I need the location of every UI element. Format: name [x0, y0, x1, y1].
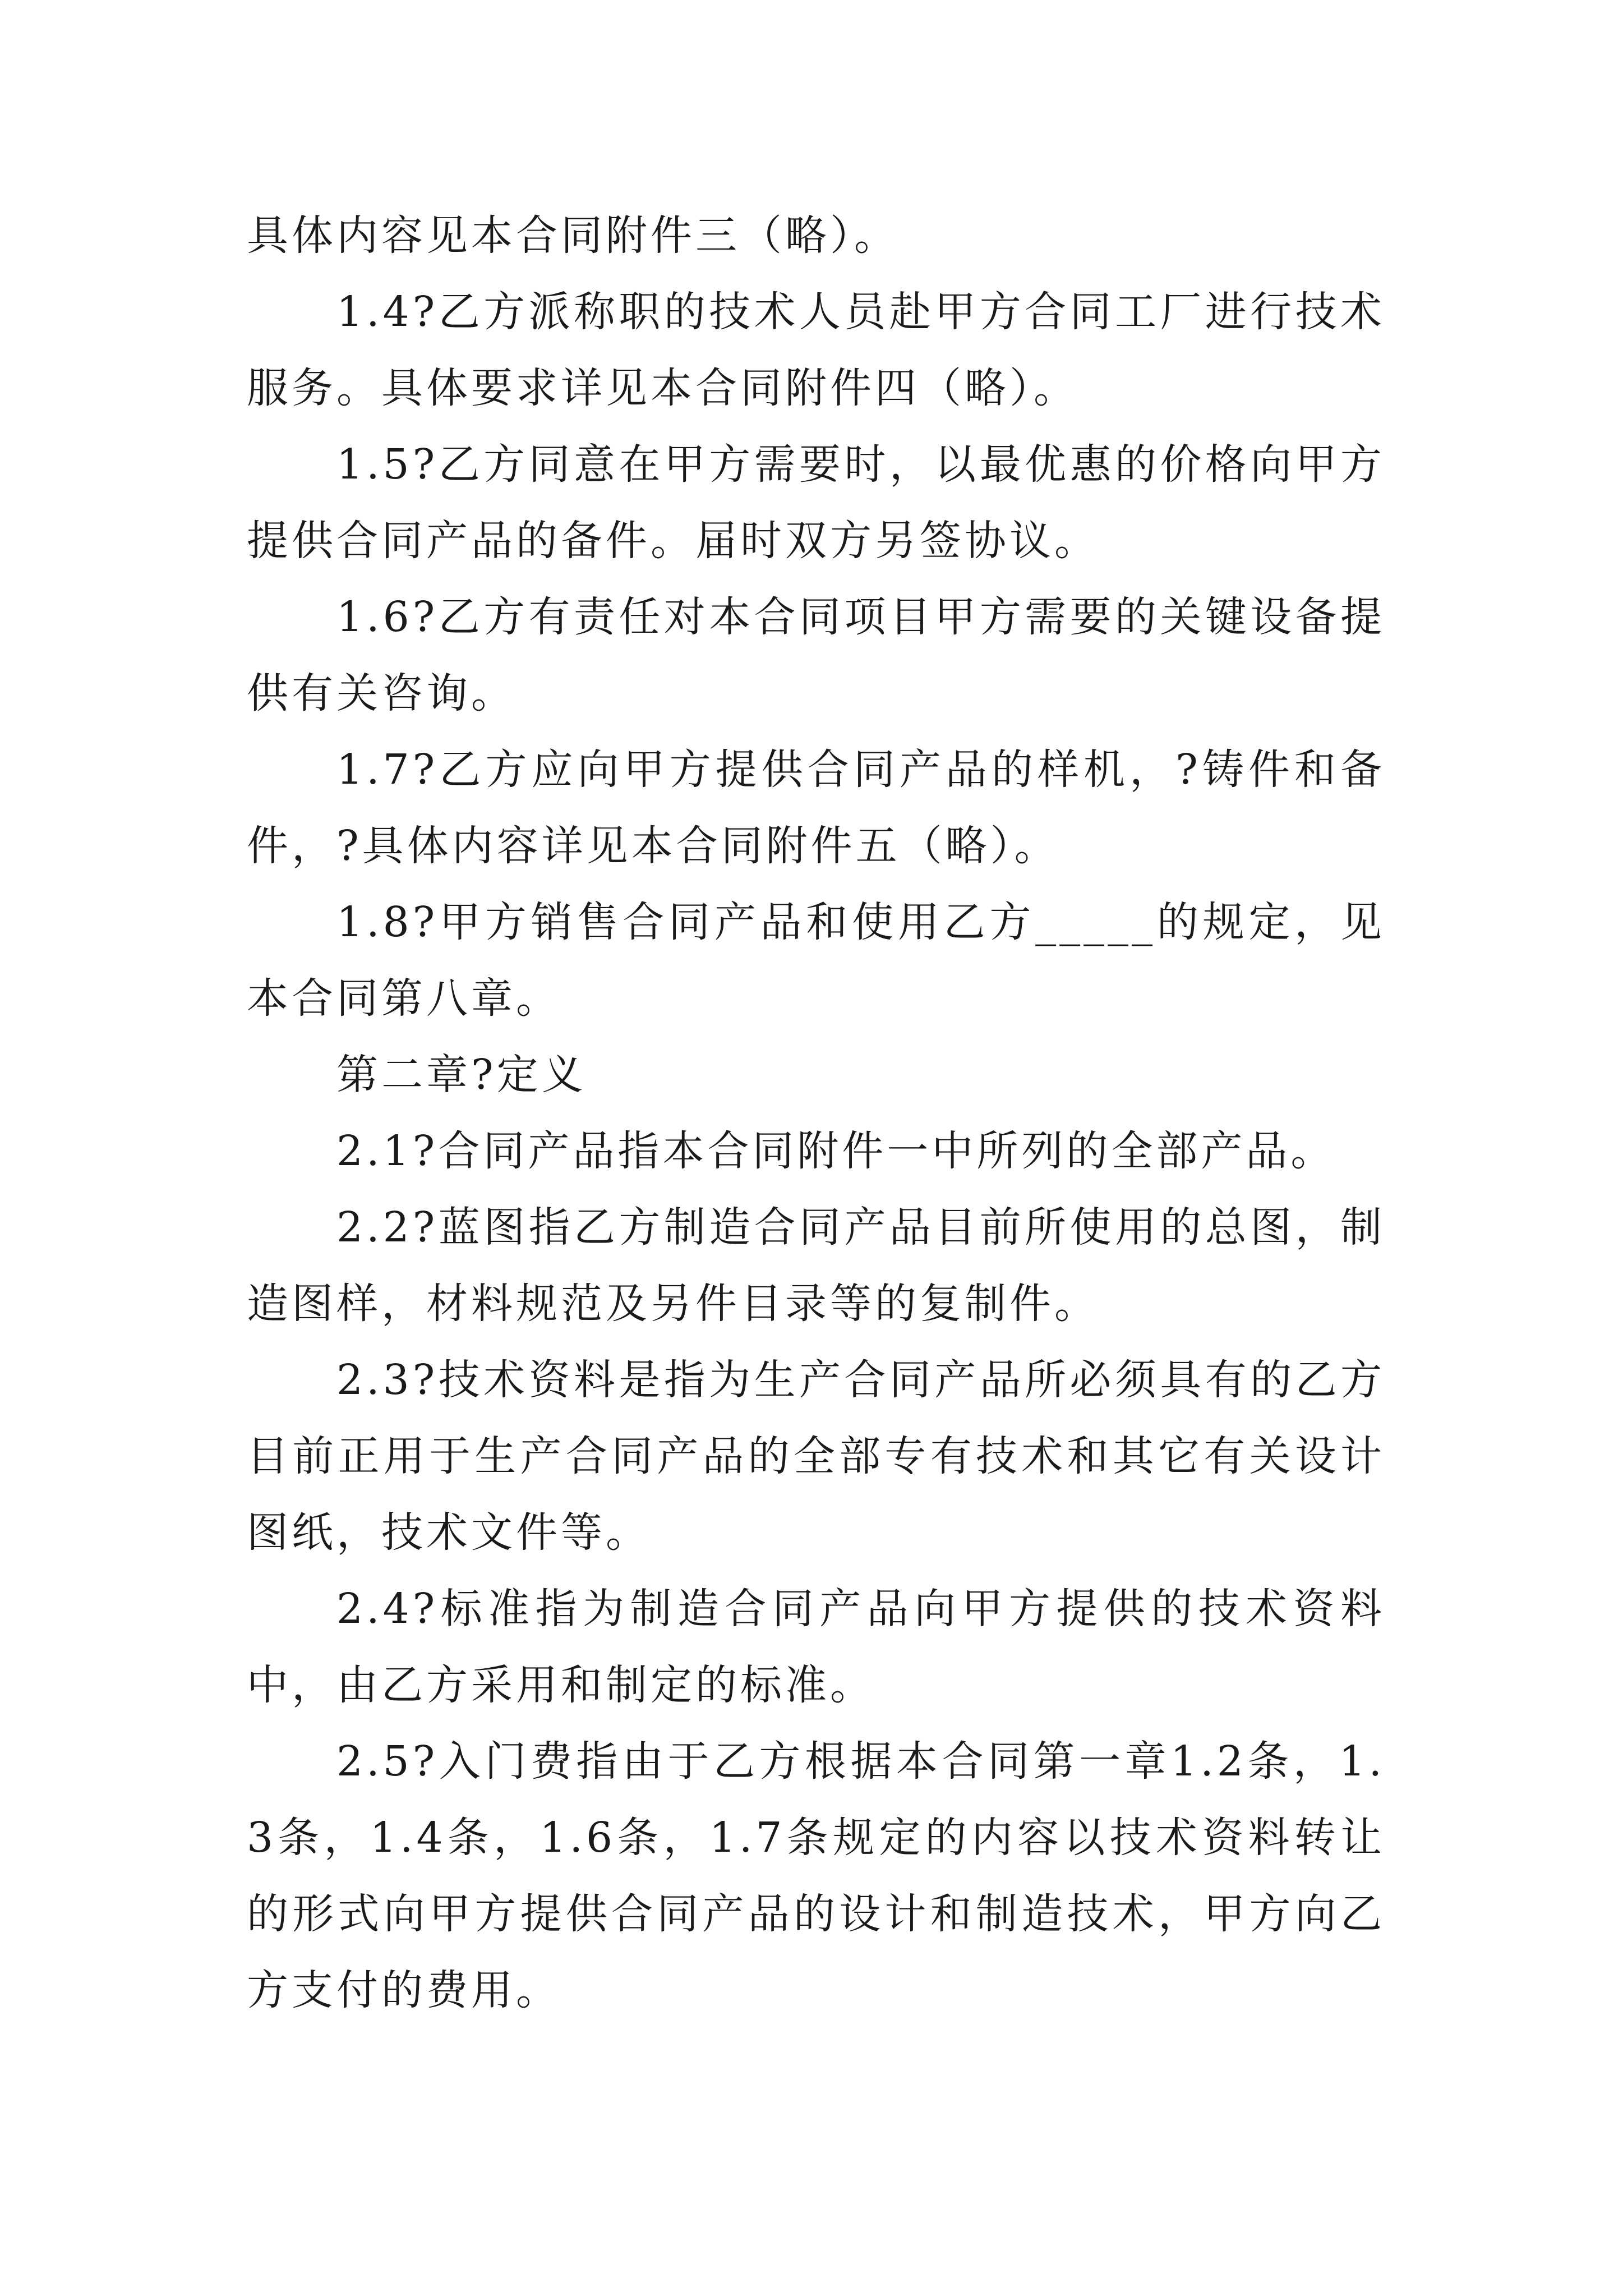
paragraph-2-1: 2.1?合同产品指本合同附件一中所列的全部产品。: [336, 1127, 1336, 1175]
paragraph-2-2: 2.2?蓝图指乙方制造合同产品目前所使用的总图，制造图样，材料规范及另件目录等的复制件。: [247, 1203, 1385, 1328]
paragraph-2-3: 2.3?技术资料是指为生产合同产品所必须具有的乙方目前正用于生产合同产品的全部专有技术和其它有关设计图纸，技术文件等。: [247, 1356, 1385, 1557]
paragraph-2-4: 2.4?标准指为制造合同产品向甲方提供的技术资料中，由乙方采用和制定的标准。: [247, 1585, 1385, 1709]
paragraph-1-5: 1.5?乙方同意在甲方需要时，以最优惠的价格向甲方提供合同产品的备件。届时双方另签协议。: [247, 440, 1385, 565]
paragraph-2-5: 2.5?入门费指由于乙方根据本合同第一章1.2条，1.3条，1.4条，1.6条，1.7条规定的内容以技术资料转让的形式向甲方提供合同产品的设计和制造技术，甲方向乙方支付的费用。: [247, 1737, 1385, 2014]
paragraph-1-6: 1.6?乙方有责任对本合同项目甲方需要的关键设备提供有关咨询。: [247, 593, 1385, 717]
paragraph-1-4: 1.4?乙方派称职的技术人员赴甲方合同工厂进行技术服务。具体要求详见本合同附件四（略）。: [247, 288, 1385, 412]
document-body: [247, 197, 1385, 2028]
paragraph-1-7: 1.7?乙方应向甲方提供合同产品的样机，?铸件和备件，?具体内容详见本合同附件五（略）。: [247, 746, 1385, 870]
chapter-heading: 第二章?定义: [336, 1051, 587, 1099]
paragraph-continuation: 具体内容见本合同附件三（略）。: [247, 211, 899, 260]
paragraph-1-8: 1.8?甲方销售合同产品和使用乙方_____的规定，见本合同第八章。: [247, 898, 1385, 1023]
